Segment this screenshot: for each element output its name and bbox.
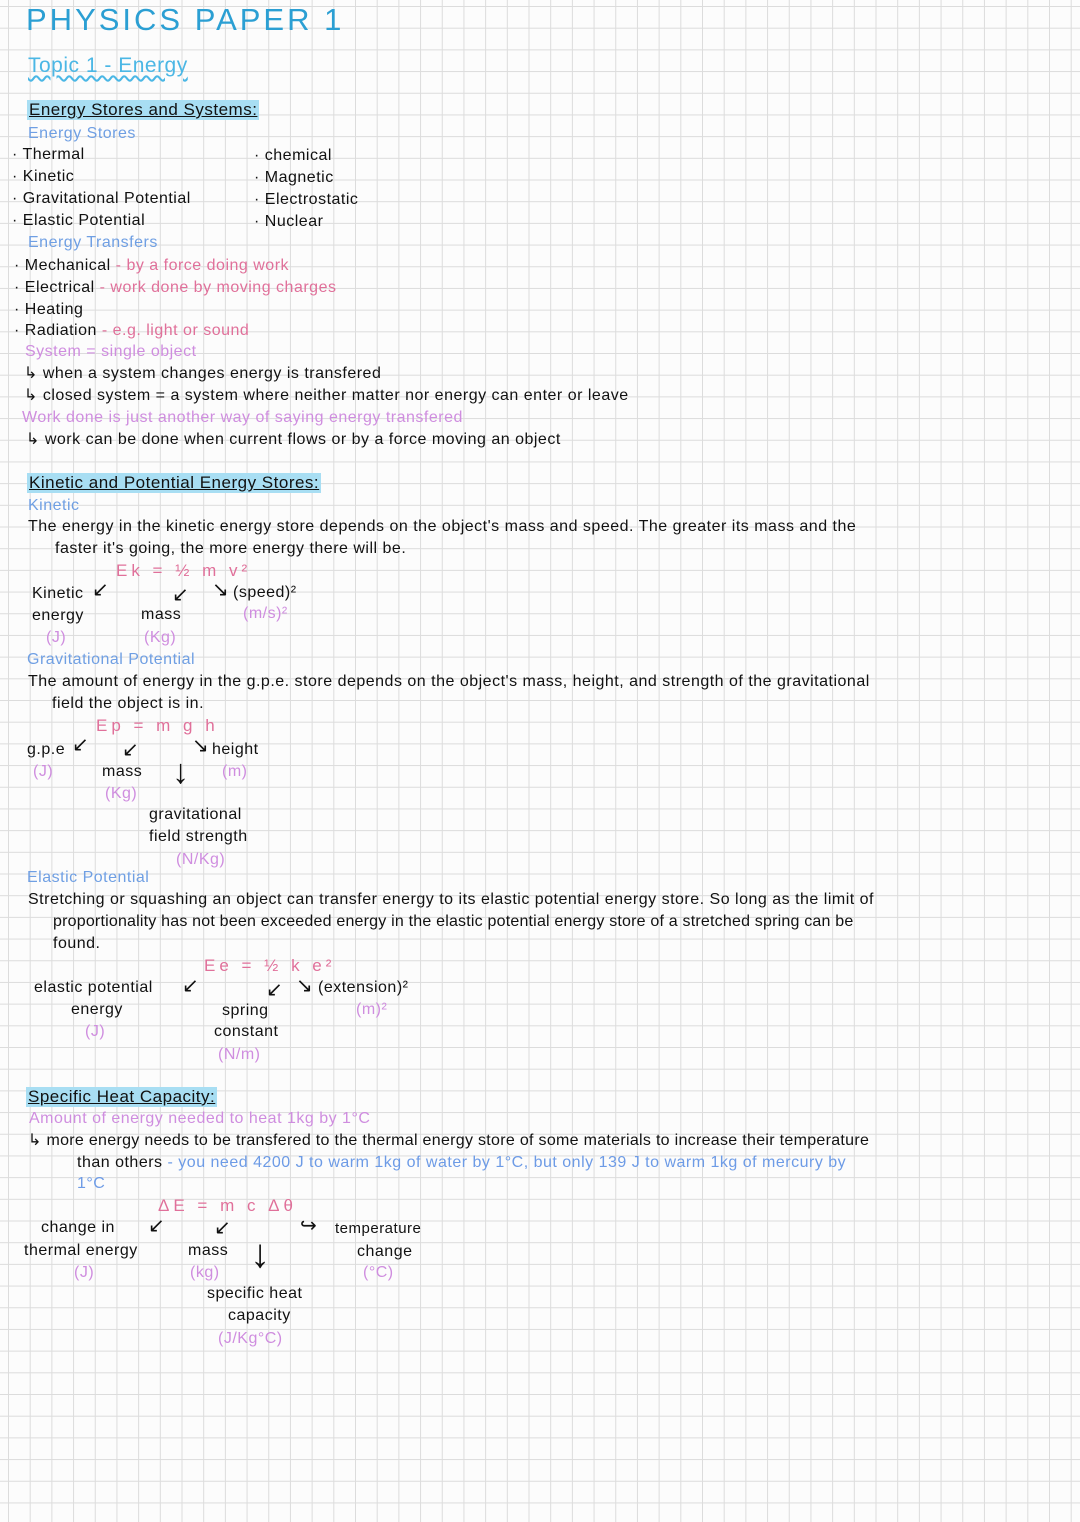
unit-label: (J) (46, 629, 67, 646)
list-item: · Mechanical - by a force doing work (14, 257, 290, 274)
system-note: ↳ when a system changes energy is transfered (24, 365, 382, 382)
term-label: gravitational (149, 806, 242, 823)
subheading-gravitational-potential: Gravitational Potential (27, 651, 196, 668)
list-item: · Thermal (12, 146, 85, 163)
work-definition: Work done is just another way of saying energy transfered (22, 409, 463, 426)
section-heading-specific-heat: Specific Heat Capacity: (28, 1087, 216, 1106)
elastic-energy-formula: Ee = ½ k e² (204, 956, 336, 975)
elastic-paragraph: Stretching or squashing an object can transfer energy to its elastic potential energy store. So long as the limit of (28, 891, 874, 908)
subheading-elastic-potential: Elastic Potential (27, 869, 150, 886)
store-chemical: chemical (264, 147, 332, 164)
store-thermal: Thermal (22, 146, 85, 163)
unit-label: (N/m) (218, 1046, 261, 1063)
term-label: (extension)² (318, 979, 409, 996)
term-label: temperature (335, 1220, 422, 1237)
unit-label: (J/Kg°C) (218, 1330, 283, 1347)
arrow-down-icon: ↙ (214, 1217, 231, 1239)
section-heading-kinetic-potential: Kinetic and Potential Energy Stores: (29, 473, 320, 492)
arrow-down-icon: ↓ (250, 1232, 270, 1276)
store-gravitational: Gravitational Potential (22, 190, 191, 207)
term-label: energy (32, 607, 84, 624)
term-label: mass (141, 606, 182, 623)
gpe-paragraph: The amount of energy in the g.p.e. store depends on the object's mass, height, and strength of the gravitational (28, 673, 870, 690)
shc-example-cont: 1°C (77, 1175, 106, 1192)
store-nuclear: Nuclear (264, 213, 324, 230)
arrow-down-icon: ↙ (122, 739, 139, 761)
term-label: thermal energy (24, 1242, 138, 1259)
topic-heading: Topic 1 - Energy (28, 54, 188, 77)
subheading-energy-stores: Energy Stores (28, 125, 136, 142)
work-note: ↳ work can be done when current flows or by a force moving an object (26, 431, 561, 448)
term-label: g.p.e (27, 741, 66, 758)
unit-label: (°C) (363, 1264, 394, 1281)
transfer-note: - work done by moving charges (99, 279, 337, 296)
term-label: constant (214, 1023, 279, 1040)
store-magnetic: Magnetic (264, 169, 334, 186)
transfer-note: - e.g. light or sound (101, 322, 250, 339)
transfer-note: - by a force doing work (115, 257, 290, 274)
shc-note-cont (77, 1153, 846, 1173)
arrow-right-icon: ↘ (192, 735, 209, 757)
store-kinetic: Kinetic (22, 168, 75, 185)
term-label: capacity (228, 1307, 291, 1324)
transfer-name: Electrical (24, 279, 95, 296)
term-label: specific heat (207, 1285, 303, 1302)
term-label: height (212, 741, 259, 758)
gpe-formula: Ep = m g h (96, 716, 219, 735)
closed-system-note: ↳ closed system = a system where neither matter nor energy can enter or leave (24, 387, 629, 404)
shc-definition: Amount of energy needed to heat 1kg by 1°C (29, 1110, 371, 1127)
term-label: Kinetic (32, 585, 84, 602)
subheading-kinetic: Kinetic (28, 497, 80, 514)
store-electrostatic: Electrostatic (264, 191, 359, 208)
arrow-down-left-icon: ↙ (72, 734, 89, 756)
store-elastic: Elastic Potential (22, 212, 146, 229)
arrow-down-left-icon: ↙ (182, 975, 199, 997)
elastic-paragraph-cont: found. (53, 935, 101, 952)
unit-label: (Kg) (105, 785, 138, 802)
subheading-energy-transfers: Energy Transfers (28, 234, 158, 251)
term-label: field strength (149, 828, 248, 845)
system-definition: System = single object (25, 343, 197, 360)
list-item: · Radiation - e.g. light or sound (14, 322, 250, 339)
section-heading-energy-stores: Energy Stores and Systems: (29, 100, 258, 119)
list-item: · Magnetic (254, 169, 334, 186)
list-item: · chemical (254, 147, 332, 164)
list-item: · Kinetic (12, 168, 75, 185)
unit-label: (J) (85, 1023, 106, 1040)
list-item: · Electrical - work done by moving charges (14, 279, 337, 296)
shc-example: - you need 4200 J to warm 1kg of water by 1°C, but only 139 J to warm 1kg of mercury by (167, 1154, 847, 1171)
elastic-paragraph-cont: proportionality has not been exceeded energy in the elastic potential energy store of a stretched spring can be (53, 913, 854, 930)
transfer-name: Radiation (24, 322, 97, 339)
list-item: · Electrostatic (254, 191, 359, 208)
arrow-right-icon: ↘ (296, 975, 313, 997)
term-label: change in (41, 1219, 115, 1236)
term-label: spring (222, 1002, 269, 1019)
unit-label: (m/s)² (243, 605, 288, 622)
shc-formula: ΔE = m c Δθ (158, 1196, 297, 1215)
unit-label: (Kg) (144, 629, 177, 646)
term-label: mass (102, 763, 143, 780)
term-label: energy (71, 1001, 123, 1018)
list-item: · Heating (14, 301, 84, 318)
transfer-name: Heating (24, 301, 84, 318)
term-label: change (357, 1243, 413, 1260)
list-item: · Elastic Potential (12, 212, 146, 229)
unit-label: (N/Kg) (176, 851, 226, 868)
kinetic-paragraph: The energy in the kinetic energy store depends on the object's mass and speed. The greater its mass and the (28, 518, 857, 535)
list-item: · Nuclear (254, 213, 324, 230)
shc-note: ↳ more energy needs to be transfered to the thermal energy store of some materials to increase their temperature (28, 1132, 870, 1149)
arrow-down-left-icon: ↙ (92, 579, 109, 601)
page-title: PHYSICS PAPER 1 (26, 2, 345, 37)
term-label: (speed)² (233, 584, 297, 601)
unit-label: (kg) (190, 1264, 220, 1281)
arrow-down-icon: ↙ (172, 584, 189, 606)
arrow-down-icon: ↓ (172, 753, 189, 791)
gpe-paragraph-cont: field the object is in. (52, 695, 205, 712)
list-item: · Gravitational Potential (12, 190, 191, 207)
arrow-right-icon: ↘ (212, 579, 229, 601)
transfer-name: Mechanical (24, 257, 111, 274)
arrow-right-icon: ↪ (300, 1215, 317, 1237)
kinetic-paragraph-cont: faster it's going, the more energy there will be. (55, 540, 407, 557)
shc-note-text: than others (77, 1154, 163, 1171)
kinetic-energy-formula: Ek = ½ m v² (116, 561, 252, 580)
arrow-down-left-icon: ↙ (148, 1215, 165, 1237)
term-label: elastic potential (34, 979, 153, 996)
unit-label: (m)² (356, 1001, 388, 1018)
arrow-down-icon: ↙ (266, 979, 283, 1001)
unit-label: (J) (33, 763, 54, 780)
term-label: mass (188, 1242, 229, 1259)
unit-label: (m) (222, 763, 248, 780)
unit-label: (J) (74, 1264, 95, 1281)
